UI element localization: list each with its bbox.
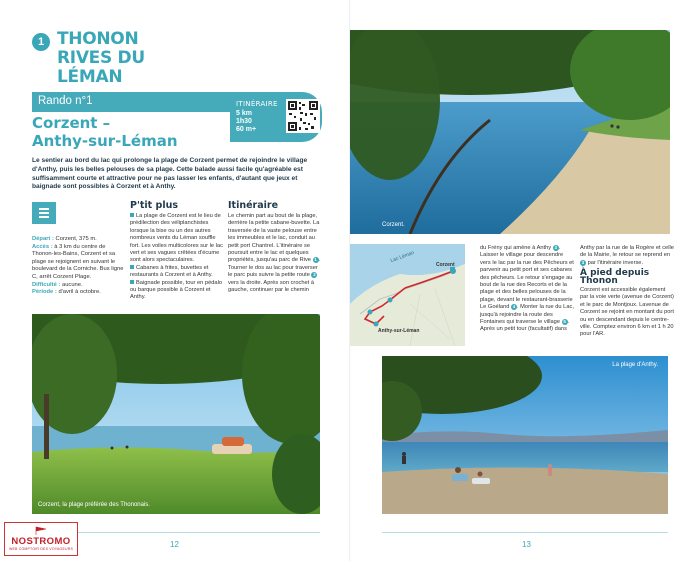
ptit-plus-p2: Cabanes à frites, buvettes et restaurants à Corzent et à Anthy. (130, 264, 213, 279)
footer-rule-right (382, 532, 668, 533)
photo-caption-corzent-top: Corzent. (382, 222, 405, 228)
itinerary-elevation: 60 m+ (236, 126, 257, 133)
walk-title-line1: Corzent – (32, 114, 111, 132)
route-text-b1: Anthy par la rue de la Rogère et celle de la Mairie, le retour se reprend en (580, 245, 674, 259)
map-label-corzent: Corzent (436, 262, 455, 268)
intro-paragraph: Le sentier au bord du lac qui prolonge la plage de Corzent permet de rejoindre le village d'Anthy, puis les belles pelouses de sa plage. Cette balade aussi facile qu'agréable est suffisamment courte et attractive pour ne pas lasser les enfants, d'autant que jeux et baignade sont possibles à Corzent et à Anthy. (32, 157, 308, 191)
route-text-b2: par l'itinéraire inverse. (587, 259, 644, 266)
step-4-badge: 4 (512, 304, 516, 310)
bullet-square-icon (130, 280, 134, 284)
step-3-badge: 3 (554, 245, 557, 250)
logo-tagline: WEB COMPTOIR DES VOYAGEURS (9, 547, 73, 551)
ptit-plus-p1: La plage de Corzent est le lieu de prédilection des véliplanchistes lorsque la bise ou un des autres nombreux vents du Léman souffle fort. Les voiles multicolores sur le lac vert et ses vagues crêtées d'écume sont alors spectaculaires. (130, 213, 223, 264)
bullet-square-icon (130, 213, 134, 217)
depart-label: Départ : (32, 236, 54, 242)
map-label-lake: Lac Léman (389, 249, 416, 265)
photo-corzent-beach (32, 314, 320, 514)
depart-value: Corzent, 375 m. (55, 236, 97, 242)
periode-label: Période : (32, 289, 57, 296)
itinerary-label: ITINÉRAIRE (236, 100, 278, 108)
route-text-a3: . Monter la rue du Lac, jusqu'à rejoindre la route des Fontaines qui traverse le village (480, 304, 574, 326)
nostromo-logo (4, 522, 78, 556)
itineraire-text-b: . Tourner le dos au lac pour traverser le parc puis suivre la petite route (228, 257, 321, 279)
step-1-badge: 1 (314, 257, 317, 263)
map-label-anthy: Anthy-sur-Léman (378, 328, 420, 334)
acces-value: à 3 km du centre de Thonon-les-Bains, Corzent et sa plage se rejoignent en suivant le boulevard de la Corniche. Bus ligne C, arrêt Corzent Plage. (32, 243, 124, 280)
qr-code-icon[interactable] (286, 99, 320, 133)
itineraire-text-c: vers la droite. Après son crochet à gauche, continuer par le chemin (228, 279, 314, 294)
acces-label: Accès : (32, 243, 53, 250)
route-text-a1: du Frény qui amène à Anthy (480, 245, 552, 251)
page-number-right: 13 (522, 540, 531, 549)
step-5-badge: 5 (563, 319, 566, 325)
photo-corzent-shore (350, 30, 670, 234)
photo-caption-corzent: Corzent, la plage préférée des Thononais. (38, 502, 150, 508)
route-map[interactable] (350, 244, 465, 346)
chapter-title: THONON RIVES DU LÉMAN (57, 29, 145, 87)
walk-title (32, 114, 178, 150)
step-2-badge: 2 (313, 272, 316, 278)
ptit-plus-heading: P'tit plus (130, 200, 178, 211)
a-pied-heading: À pied depuis Thonon (580, 268, 650, 286)
ptit-plus-column (130, 200, 223, 302)
itinerary-duration: 1h30 (236, 118, 252, 125)
itinerary-box (230, 92, 322, 142)
logo-name: NOSTROMO (11, 536, 71, 547)
a-pied-text: Corzent est accessible également par la voie verte (avenue de Corzent) et le parc de Montjoux. Lavenue de Corzent se rejoint en montant du port ou en descendant depuis le centre-ville. Comptez environ 6 km et 1 h 20 pour l'AR. (580, 287, 674, 338)
itineraire-text-a: Le chemin part au bout de la plage, derrière la petite cabane-buvette. La traversée de la vaste pelouse entre les immeubles et le lac, conduit au petit port Chantrel. L'itinéraire se poursuit entre le lac et quelques propriétés, jusqu'au parc de Rive (228, 213, 320, 264)
rando-label: Rando n°1 (38, 95, 93, 107)
step-3-badge-return: 3 (581, 259, 585, 265)
difficulte-label: Difficulté : (32, 281, 61, 288)
route-text-column-b (580, 245, 675, 339)
route-text-a2: . Laisser le village pour descendre vers le lac par la rue des Pêcheurs et parvenir au petit port et ses cabanes des pêcheurs. Le retour s'engage au bout de la rue des Recorts et de la plage et des belles pelouses de la plage, devant le restaurant-brasserie Le Goéland (480, 245, 574, 311)
bullet-square-icon (130, 265, 134, 269)
difficulte-value: aucune. (61, 281, 83, 288)
chapter-number-badge: 1 (32, 33, 50, 51)
itinerary-distance: 5 km (236, 110, 252, 117)
route-text-column-a (480, 245, 575, 334)
rando-bar (32, 92, 262, 112)
itineraire-heading: Itinéraire (228, 200, 279, 211)
photo-anthy-beach (382, 356, 668, 514)
itineraire-column (228, 200, 321, 294)
ptit-plus-p3: Baignade possible, tour en pédalo ou barque possible à Corzent et Anthy. (130, 279, 223, 301)
photo-caption-anthy: La plage d'Anthy. (612, 362, 658, 368)
route-text-a4: . Après un petit tour (facultatif) dans (480, 319, 570, 333)
ptit-plus-text (130, 213, 223, 302)
practical-info (32, 236, 124, 297)
periode-value: d'avril à octobre. (58, 289, 101, 296)
page-number-left: 12 (170, 540, 179, 549)
itinerary-stats (236, 100, 278, 134)
itineraire-text (228, 213, 321, 294)
menu-icon (32, 202, 56, 224)
flag-icon (35, 526, 49, 536)
chapter-header (32, 30, 187, 87)
walk-title-line2: Anthy-sur-Léman (32, 132, 178, 150)
right-page (350, 0, 700, 561)
